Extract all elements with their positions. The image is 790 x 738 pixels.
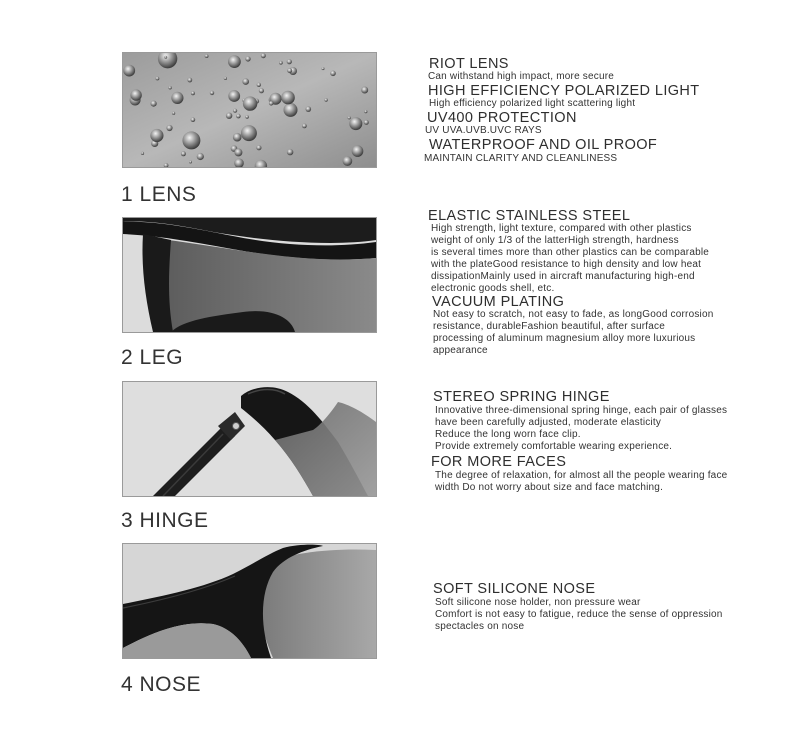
- section-label-nose: 4 NOSE: [121, 673, 202, 696]
- water-droplet: [210, 91, 214, 95]
- feature-title-more-faces: FOR MORE FACES: [431, 454, 567, 470]
- feature-title-riot-lens: RIOT LENS: [429, 56, 509, 72]
- feature-desc-stainless-line-1: High strength, light texture, compared with other plastics: [431, 223, 692, 234]
- feature-desc-stainless-line-2: weight of only 1/3 of the latterHigh strength, hardness: [431, 235, 679, 246]
- feature-desc-uv400: UV UVA.UVB.UVC RAYS: [425, 125, 542, 136]
- water-droplet: [245, 56, 250, 61]
- water-droplet: [324, 98, 327, 101]
- water-droplet: [302, 124, 307, 129]
- water-droplet: [364, 110, 367, 113]
- feature-desc-faces-line-1: The degree of relaxation, for almost all the people wearing face: [435, 470, 728, 481]
- feature-title-vacuum-plating: VACUUM PLATING: [432, 294, 565, 310]
- section-label-lens: 1 LENS: [121, 183, 197, 206]
- water-droplet: [269, 101, 274, 106]
- water-droplet: [281, 91, 295, 105]
- feature-title-waterproof: WATERPROOF AND OIL PROOF: [429, 137, 658, 153]
- water-droplet: [349, 117, 362, 130]
- water-droplet: [306, 106, 312, 112]
- feature-desc-nose-line-1: Soft silicone nose holder, non pressure wear: [435, 597, 641, 608]
- feature-title-silicone-nose: SOFT SILICONE NOSE: [433, 581, 596, 597]
- water-droplet: [156, 77, 160, 81]
- water-droplet: [181, 151, 186, 156]
- feature-desc-polarized: High efficiency polarized light scattering light: [429, 98, 636, 109]
- feature-desc-hinge-line-3: Reduce the long worn face clip.: [435, 429, 581, 440]
- water-droplet: [189, 161, 192, 164]
- feature-title-spring-hinge: STEREO SPRING HINGE: [433, 389, 610, 405]
- water-droplet: [361, 87, 368, 94]
- feature-desc-vacuum-line-3: processing of aluminum magnesium alloy more luxurious: [433, 333, 696, 344]
- water-droplet: [259, 88, 264, 93]
- feature-desc-stainless-line-4: with the plateGood resistance to high density and low heat: [431, 259, 702, 270]
- water-droplet: [191, 117, 196, 122]
- feature-desc-waterproof: MAINTAIN CLARITY AND CLEANLINESS: [424, 153, 618, 164]
- water-droplet: [205, 54, 209, 58]
- water-droplet: [123, 65, 135, 77]
- water-droplet: [322, 67, 325, 70]
- lens-water-droplets-image: [122, 52, 377, 168]
- water-droplet: [243, 96, 257, 110]
- water-droplet: [364, 120, 369, 125]
- water-droplet: [236, 114, 241, 119]
- water-droplet: [197, 153, 204, 160]
- hinge-closeup-image: [122, 381, 377, 497]
- water-droplet: [191, 91, 195, 95]
- water-droplet: [164, 56, 167, 59]
- feature-desc-vacuum-line-4: appearance: [433, 345, 488, 356]
- feature-desc-hinge-line-2: have been carefully adjusted, moderate elasticity: [435, 417, 662, 428]
- water-droplet: [284, 103, 298, 117]
- water-droplet: [234, 148, 242, 156]
- water-droplet: [228, 55, 241, 68]
- feature-title-uv400: UV400 PROTECTION: [427, 110, 577, 126]
- feature-desc-nose-line-2: Comfort is not easy to fatigue, reduce the sense of oppression: [435, 609, 723, 620]
- water-droplet: [130, 89, 141, 100]
- water-droplet: [348, 116, 351, 119]
- water-droplet: [228, 90, 240, 102]
- feature-desc-nose-line-3: spectacles on nose: [435, 621, 525, 632]
- water-droplet: [182, 131, 200, 149]
- feature-desc-stainless-line-3: is several times more than other plastics can be comparable: [431, 247, 710, 258]
- nose-bridge-image: [122, 543, 377, 659]
- feature-desc-riot-lens: Can withstand high impact, more secure: [428, 71, 615, 82]
- water-droplet: [287, 68, 292, 73]
- water-droplet: [287, 149, 293, 155]
- water-droplet: [151, 101, 157, 107]
- water-droplet: [256, 145, 261, 150]
- feature-title-polarized: HIGH EFFICIENCY POLARIZED LIGHT: [428, 83, 700, 99]
- water-droplet: [245, 115, 249, 119]
- water-droplet: [224, 77, 227, 80]
- water-droplet: [233, 109, 237, 113]
- water-droplet: [226, 113, 232, 119]
- section-label-hinge: 3 HINGE: [121, 509, 209, 532]
- water-droplet: [330, 71, 336, 77]
- feature-desc-stainless-line-5: dissipationMainly used in aircraft manufacturing high-end: [431, 271, 695, 282]
- feature-desc-vacuum-line-2: resistance, durableFashion beautiful, after surface: [433, 321, 665, 332]
- feature-title-stainless-steel: ELASTIC STAINLESS STEEL: [428, 208, 631, 224]
- water-droplet: [241, 125, 257, 141]
- feature-desc-hinge-line-4: Provide extremely comfortable wearing experience.: [435, 441, 673, 452]
- water-droplet: [141, 152, 144, 155]
- water-droplet: [233, 133, 242, 142]
- feature-desc-stainless-line-6: electronic goods shell, etc.: [431, 283, 555, 294]
- water-droplet: [187, 78, 192, 83]
- water-droplet: [343, 156, 353, 166]
- water-droplet: [150, 129, 163, 142]
- water-droplet: [171, 92, 183, 104]
- water-droplet: [279, 61, 283, 65]
- feature-desc-hinge-line-1: Innovative three-dimensional spring hinge, each pair of glasses: [435, 405, 728, 416]
- water-droplet: [261, 53, 266, 58]
- water-droplet: [166, 125, 172, 131]
- section-label-leg: 2 LEG: [121, 346, 184, 369]
- water-droplet: [168, 86, 171, 89]
- water-droplet: [242, 78, 249, 85]
- leg-frame-image: [122, 217, 377, 333]
- water-droplet: [352, 145, 364, 157]
- water-droplet: [287, 59, 292, 64]
- feature-desc-vacuum-line-1: Not easy to scratch, not easy to fade, as longGood corrosion: [433, 309, 714, 320]
- water-droplet: [257, 83, 261, 87]
- water-droplet: [172, 112, 175, 115]
- feature-desc-faces-line-2: width Do not worry about size and face matching.: [435, 482, 664, 493]
